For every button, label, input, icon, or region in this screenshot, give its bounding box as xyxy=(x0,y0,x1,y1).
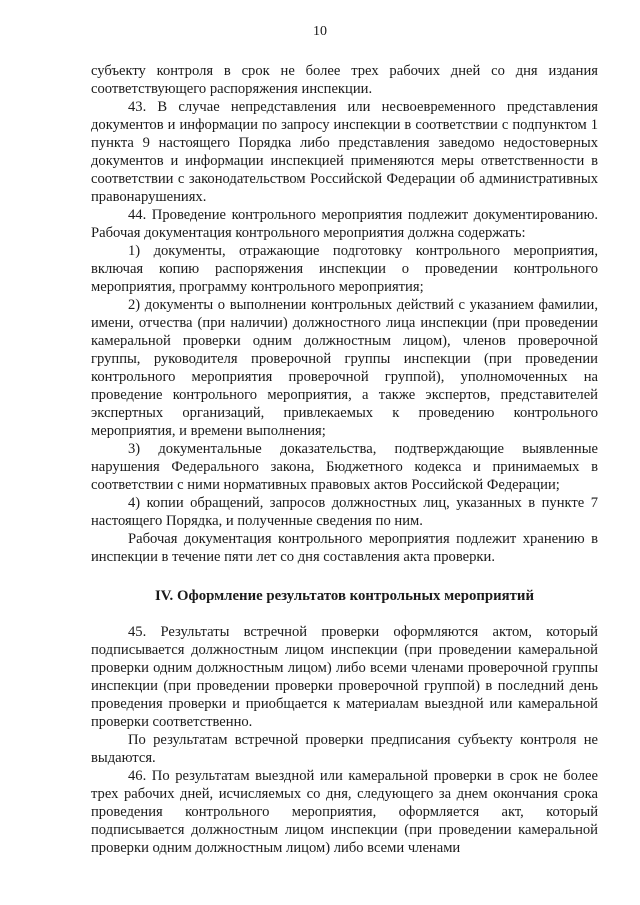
paragraph-44-item-1: 1) документы, отражающие подготовку контрольного мероприятия, включая копию распоряжения инспекции о проведении контрольного мероприятия, программу контрольного мероприятия; xyxy=(91,243,598,295)
paragraph-44: 44. Проведение контрольного мероприятия подлежит документированию. Рабочая документация контрольного мероприятия должна содержать: xyxy=(91,207,598,241)
paragraph-44-storage: Рабочая документация контрольного мероприятия подлежит хранению в инспекции в течение пяти лет со дня составления акта проверки. xyxy=(91,531,598,565)
page-number: 10 xyxy=(313,24,327,39)
paragraph-44-item-2: 2) документы о выполнении контрольных действий с указанием фамилии, имени, отчества (при наличии) должностного лица инспекции (при проведении камеральной проверки одним должностным лицом), членов проверочной группы, руководителя проверочной группы инспекции (при проведении контрольного мероприятия проверочной группой), уполномоченных на проведение контрольного мероприятия, а также экспертов, представителей экспертных организаций, привлекаемых к проведению контрольного мероприятия, и времени выполнения; xyxy=(91,297,598,439)
document-body xyxy=(91,62,598,857)
paragraph-43: 43. В случае непредставления или несвоевременного представления документов и информации по запросу инспекции в соответствии с подпунктом 1 пункта 9 настоящего Порядка либо представления заведомо недостоверных документов и информации инспекцией применяются меры ответственности в соответствии с законодательством Российской Федерации об административных правонарушениях. xyxy=(91,99,598,205)
paragraph-continuation: субъекту контроля в срок не более трех рабочих дней со дня издания соответствующего распоряжения инспекции. xyxy=(91,63,598,97)
paragraph-44-item-4: 4) копии обращений, запросов должностных лиц, указанных в пункте 7 настоящего Порядка, и полученные сведения по ним. xyxy=(91,495,598,529)
paragraph-45: 45. Результаты встречной проверки оформляются актом, который подписывается должностным лицом инспекции (при проведении камеральной проверки одним должностным лицом) либо всеми членами проверочной группы инспекции (при проведении проверки проверочной группой) в последний день проведения проверки и приобщается к материалам выездной или камеральной проверки соответственно. xyxy=(91,624,598,730)
paragraph-46: 46. По результатам выездной или камеральной проверки в срок не более трех рабочих дней, исчисляемых со дня, следующего за днем окончания срока проведения контрольного мероприятия, оформляется акт, который подписывается должностным лицом инспекции (при проведении камеральной проверки одним должностным лицом) либо всеми членами xyxy=(91,768,598,856)
paragraph-44-item-3: 3) документальные доказательства, подтверждающие выявленные нарушения Федерального закона, Бюджетного кодекса и принимаемых в соответствии с ними нормативных правовых актов Российской Федерации; xyxy=(91,441,598,493)
paragraph-45-note: По результатам встречной проверки предписания субъекту контроля не выдаются. xyxy=(91,732,598,766)
section-heading: IV. Оформление результатов контрольных мероприятий xyxy=(155,588,534,604)
